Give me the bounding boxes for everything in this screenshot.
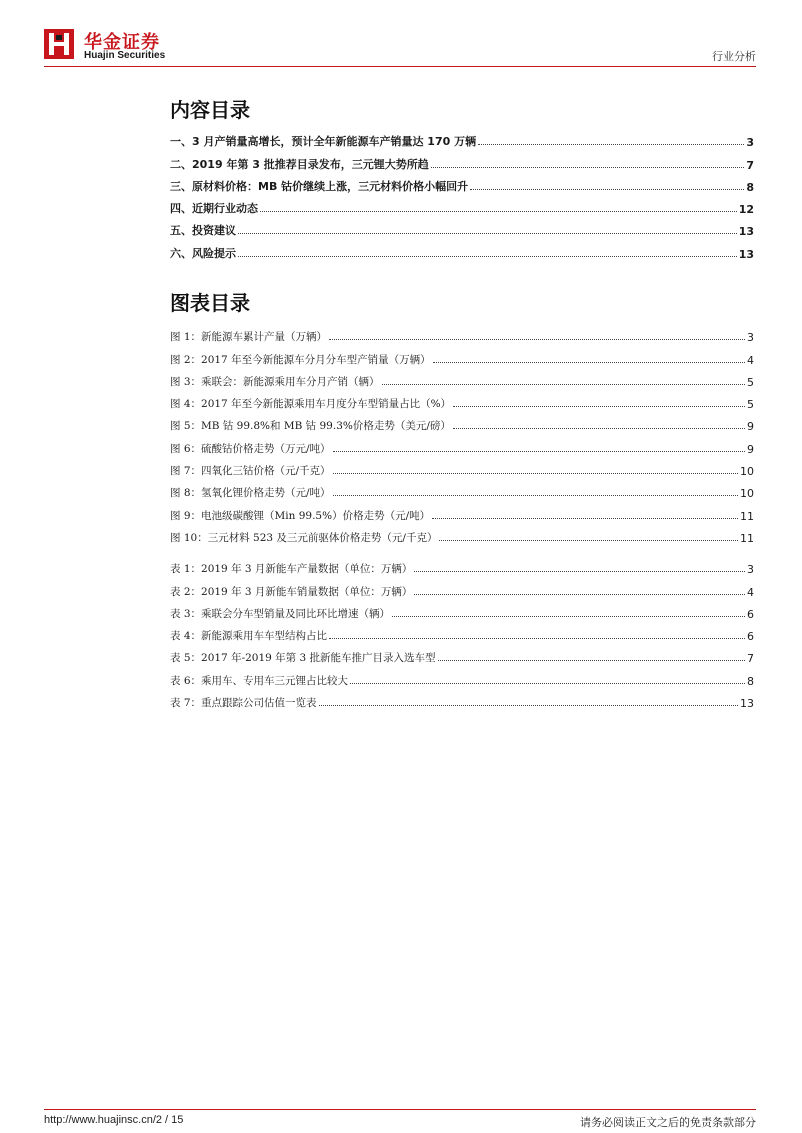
figure-entry[interactable] — [170, 344, 754, 366]
leader-dots — [238, 256, 737, 257]
leader-dots — [382, 384, 745, 385]
toc-entry-page: 12 — [738, 203, 754, 217]
leader-dots — [433, 362, 745, 363]
table-entry-page: 3 — [747, 563, 754, 577]
figure-entry-label: 图 3：乘联会：新能源乘用车分月产销（辆） — [170, 375, 380, 388]
leader-dots — [432, 518, 738, 519]
figure-entry[interactable] — [170, 367, 754, 389]
leader-dots — [333, 495, 738, 496]
leader-dots — [333, 451, 745, 452]
figure-entry[interactable] — [170, 322, 754, 344]
leader-dots — [329, 339, 745, 340]
figure-entry-page: 3 — [747, 331, 754, 345]
leader-dots — [439, 540, 738, 541]
logo-chinese-name: 华金证券 — [84, 32, 160, 53]
toc-entry[interactable] — [170, 216, 754, 238]
toc-entry-page: 13 — [738, 225, 754, 239]
huajin-logo-icon — [44, 29, 74, 59]
toc-entry-page: 13 — [738, 247, 754, 261]
figure-entry-label: 图 9：电池级碳酸锂（Min 99.5%）价格走势（元/吨） — [170, 509, 431, 522]
figure-entry-page: 9 — [747, 442, 754, 456]
leader-dots — [333, 473, 738, 474]
figure-entry-label: 图 6：硫酸钴价格走势（万元/吨） — [170, 442, 331, 455]
figure-entry-label: 图 4：2017 年至今新能源乘用车月度分车型销量占比（%） — [170, 398, 452, 411]
figure-entry-page: 4 — [747, 353, 754, 367]
leader-dots — [392, 616, 745, 617]
leader-dots — [470, 189, 744, 190]
figure-entry-page: 10 — [740, 465, 754, 479]
table-entry-page: 13 — [740, 697, 754, 711]
figure-entry-page: 5 — [747, 375, 754, 389]
table-entry[interactable] — [170, 643, 754, 665]
table-entry[interactable] — [170, 599, 754, 621]
figure-entry[interactable] — [170, 478, 754, 500]
toc-entry-label: 二、2019 年第 3 批推荐目录发布，三元锂大势所趋 — [170, 157, 429, 171]
table-entry-label: 表 7：重点跟踪公司估值一览表 — [170, 697, 317, 710]
figure-entry-page: 11 — [740, 509, 754, 523]
toc-title: 内容目录 — [170, 98, 250, 122]
figure-entry[interactable] — [170, 411, 754, 433]
figure-list — [170, 322, 754, 545]
figure-entry[interactable] — [170, 389, 754, 411]
table-entry-page: 6 — [747, 607, 754, 621]
figure-entry-label: 图 5：MB 钴 99.8%和 MB 钴 99.3%价格走势（美元/磅） — [170, 420, 451, 433]
figure-entry[interactable] — [170, 433, 754, 455]
leader-dots — [453, 428, 745, 429]
table-entry-label: 表 5：2017 年-2019 年第 3 批新能车推广目录入选车型 — [170, 652, 436, 665]
figure-entry-label: 图 1：新能源车累计产量（万辆） — [170, 331, 328, 344]
header-divider — [44, 66, 756, 67]
toc-entry[interactable] — [170, 127, 754, 149]
table-entry-page: 6 — [747, 630, 754, 644]
footer-url[interactable]: http://www.huajinsc.cn/2 / 15 — [44, 1114, 184, 1126]
leader-dots — [453, 406, 745, 407]
table-entry-page: 7 — [747, 652, 754, 666]
toc-entry-page: 7 — [746, 158, 754, 172]
figure-entry-page: 10 — [740, 487, 754, 501]
leader-dots — [431, 167, 745, 168]
figure-entry[interactable] — [170, 456, 754, 478]
toc-entry-label: 六、风险提示 — [170, 246, 236, 260]
figure-entry[interactable] — [170, 500, 754, 522]
toc-entry-page: 8 — [746, 180, 754, 194]
toc-entry[interactable] — [170, 194, 754, 216]
figure-entry-label: 图 8：氢氧化锂价格走势（元/吨） — [170, 487, 331, 500]
logo-english-name: Huajin Securities — [84, 50, 166, 61]
footer-divider — [44, 1109, 756, 1110]
table-entry[interactable] — [170, 554, 754, 576]
toc-entry-label: 五、投资建议 — [170, 224, 236, 238]
figure-entry[interactable] — [170, 523, 754, 545]
footer-disclaimer: 请务必阅读正文之后的免责条款部分 — [580, 1116, 756, 1129]
leader-dots — [414, 594, 745, 595]
figure-entry-label: 图 7：四氧化三钴价格（元/千克） — [170, 465, 331, 478]
leader-dots — [350, 683, 745, 684]
table-entry[interactable] — [170, 688, 754, 710]
toc-entry-page: 3 — [746, 136, 754, 150]
figure-entry-label: 图 10：三元材料 523 及三元前驱体价格走势（元/千克） — [170, 531, 438, 544]
figure-entry-page: 5 — [747, 398, 754, 412]
toc-entry[interactable] — [170, 149, 754, 171]
table-entry[interactable] — [170, 576, 754, 598]
page-header — [44, 28, 756, 68]
toc-entry-label: 四、近期行业动态 — [170, 202, 258, 216]
toc-entry-label: 三、原材料价格：MB 钴价继续上涨，三元材料价格小幅回升 — [170, 179, 469, 193]
figures-title: 图表目录 — [170, 291, 250, 315]
leader-dots — [319, 705, 738, 706]
table-list — [170, 554, 754, 710]
leader-dots — [260, 211, 737, 212]
table-entry-label: 表 6：乘用车、专用车三元锂占比较大 — [170, 674, 349, 687]
leader-dots — [238, 233, 737, 234]
figure-entry-page: 11 — [740, 531, 754, 545]
table-entry-label: 表 3：乘联会分车型销量及同比环比增速（辆） — [170, 607, 391, 620]
toc-list — [170, 127, 754, 261]
toc-entry[interactable] — [170, 172, 754, 194]
table-entry[interactable] — [170, 621, 754, 643]
table-entry-page: 8 — [747, 674, 754, 688]
toc-entry[interactable] — [170, 238, 754, 260]
report-category: 行业分析 — [712, 50, 756, 63]
toc-entry-label: 一、3 月产销量高增长，预计全年新能源车产销量达 170 万辆 — [170, 135, 477, 149]
table-entry-page: 4 — [747, 585, 754, 599]
leader-dots — [414, 571, 745, 572]
table-entry-label: 表 1：2019 年 3 月新能车产量数据（单位：万辆） — [170, 563, 413, 576]
table-entry[interactable] — [170, 665, 754, 687]
table-entry-label: 表 4：新能源乘用车车型结构占比 — [170, 630, 328, 643]
leader-dots — [438, 660, 745, 661]
leader-dots — [478, 144, 744, 145]
figure-entry-label: 图 2：2017 年至今新能源车分月分车型产销量（万辆） — [170, 353, 431, 366]
table-entry-label: 表 2：2019 年 3 月新能车销量数据（单位：万辆） — [170, 585, 413, 598]
leader-dots — [329, 638, 745, 639]
figure-entry-page: 9 — [747, 420, 754, 434]
